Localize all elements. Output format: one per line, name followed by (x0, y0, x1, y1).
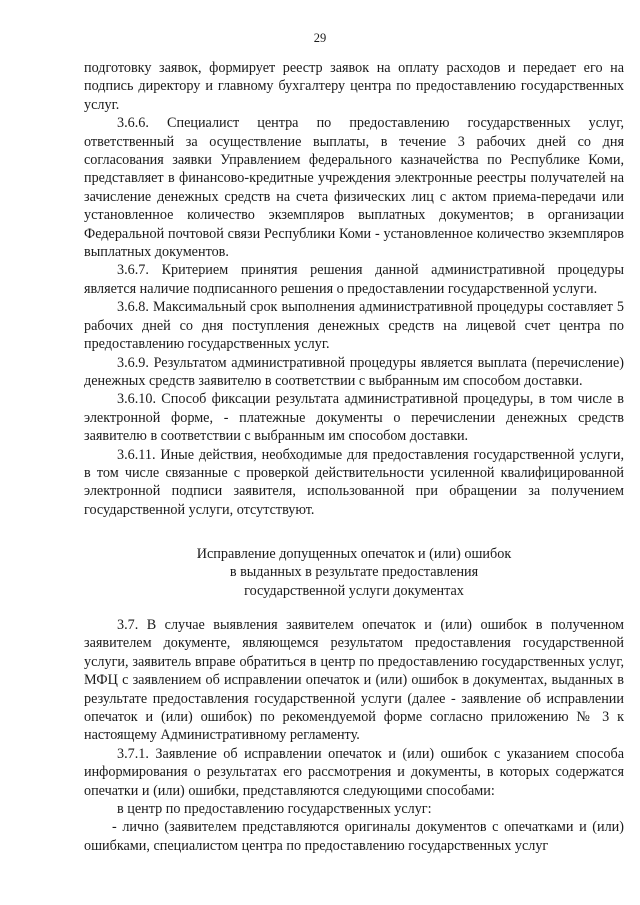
paragraph-3-6-9: 3.6.9. Результатом административной процедуры является выплата (перечисление) денежных средств заявителю в соответствии с выбранным им способом доставки. (84, 354, 624, 389)
paragraph-3-7-1: 3.7.1. Заявление об исправлении опечаток и (или) ошибок с указанием способа информирования о результатах его рассмотрения и документы, в которых содержатся опечатки и (или) ошибки, представляются следующими способами: (84, 745, 624, 799)
heading-line-1: Исправление допущенных опечаток и (или) ошибок (196, 546, 512, 562)
paragraph-3-7: 3.7. В случае выявления заявителем опечаток и (или) ошибок в полученном заявителем документе, являющемся результатом предоставления государственной услуги, заявитель вправе обратиться в центр по предоставлению государственных услуг, МФЦ с заявлением об исправлении опечаток и (или) ошибок в документах, выданных в результате предоставления государственной услуги (далее - заявление об исправлении опечаток и (или) ошибок) по рекомендуемой форме согласно приложению № 3 к настоящему Административному регламенту. (84, 617, 624, 744)
heading-line-3: государственной услуги документах (244, 582, 464, 599)
paragraph-3-6-6: 3.6.6. Специалист центра по предоставлению государственных услуг, ответственный за осуществление выплаты, в течение 3 рабочих дней со дня согласования заявки Управлением федерального казначейства по Республике Коми, представляет в финансово-кредитные учреждения электронные реестры получателей на зачисление денежных средств на счета физических лиц с актом приема-передачи или установленное количество экземпляров выплатных документов; в организации Федеральной почтовой связи Республики Коми - установленное количество экземпляров выплатных документов. (84, 115, 624, 261)
paragraph-3-6-8: 3.6.8. Максимальный срок выполнения административной процедуры составляет 5 рабочих дней со дня поступления денежных средств на лицевой счет центра по предоставлению государственных услуг. (84, 299, 624, 353)
heading-line-2: в выданных в результате предоставления (229, 564, 479, 581)
paragraph-3-6-11: 3.6.11. Иные действия, необходимые для предоставления государственной услуги, в том числе связанные с проверкой действительности усиленной квалифицированной электронной подписи заявителя, использованной при обращении за получением государственной услуги, отсутствуют. (84, 446, 624, 518)
paragraph-3-6-10: 3.6.10. Способ фиксации результата административной процедуры, в том числе в электронной форме, - платежные документы о перечислении денежных средств заявителю в соответствии с выбранным им способом доставки. (84, 391, 624, 445)
paragraph-3-6-7: 3.6.7. Критерием принятия решения данной административной процедуры является наличие подписанного решения о предоставлении государственной услуги. (84, 262, 624, 297)
paragraph-in-person: - лично (заявителем представляются оригиналы документов с опечатками и (или) ошибками, специалистом центра по предоставлению государственных услуг (84, 819, 624, 854)
paragraph-continuation: подготовку заявок, формирует реестр заявок на оплату расходов и передает его на подпись директору и главному бухгалтеру центра по предоставлению государственных услуг. (84, 60, 624, 113)
section-heading (84, 545, 624, 600)
paragraph-submission-center: в центр по предоставлению государственных услуг: (117, 801, 432, 818)
body-text-section-1 (84, 59, 624, 519)
body-text-section-2 (84, 616, 624, 855)
page-number: 29 (313, 31, 327, 45)
